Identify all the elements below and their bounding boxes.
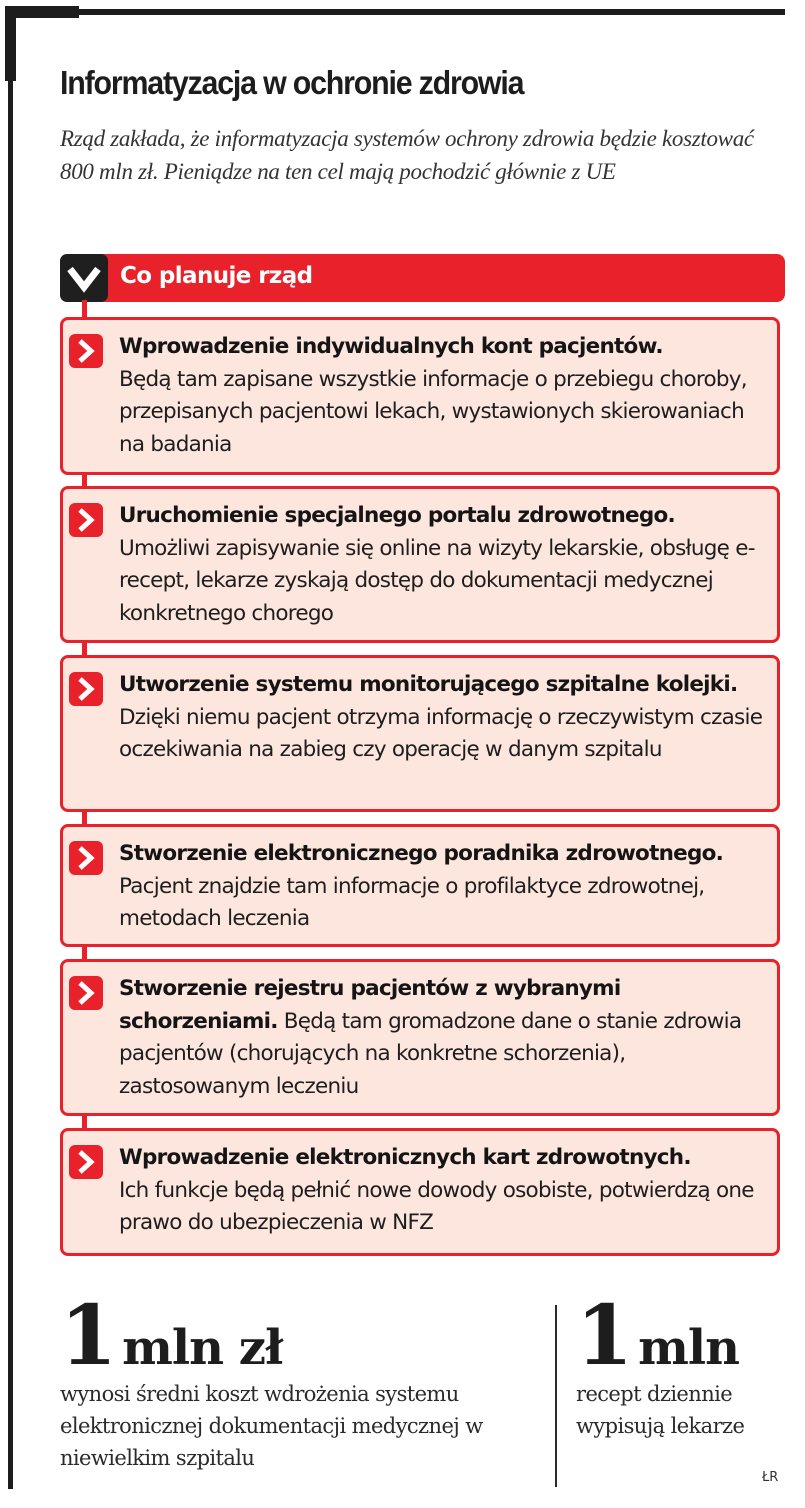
frame-left-rule [8,60,13,1489]
frame-corner-horizontal [5,6,79,18]
stat-block-cost [60,1288,545,1474]
plan-item-body: Ich funkcje będą pełnić nowe dowody osobiste, potwierdzą one prawo do ubezpieczenia w NFZ [119,1177,754,1235]
stat-value [576,1288,791,1384]
chevron-right-icon [69,672,103,706]
section-header-label: Co planuje rząd [120,263,313,289]
stat-number: 1 [60,1288,115,1384]
stat-number: 1 [576,1288,631,1384]
plan-item [60,959,780,1116]
plan-item [60,824,780,947]
lead-paragraph: Rząd zakłada, że informatyzacja systemów ochrony zdrowia będzie kosztować 800 mln zł. Pieniądze na ten cel mają pochodzić głównie z UE [60,126,754,184]
plan-item-heading: Utworzenie systemu monitorującego szpitalne kolejki. [119,672,738,697]
chevron-right-icon [69,1145,103,1179]
plan-item-text [119,331,767,461]
page-title: Informatyzacja w ochronie zdrowia [60,64,524,101]
stats-divider [555,1305,557,1487]
plan-item-text [119,973,767,1103]
stat-description: recept dziennie wypisują lekarze [576,1382,745,1438]
chevron-right-icon [69,334,103,368]
section-header-badge [60,254,108,302]
plan-item-body: Umożliwi zapisywanie się online na wizyty lekarskie, obsługę e-recept, lekarze zyskają dostęp do dokumentacji medycznej konkretnego chorego [119,535,755,626]
stat-value [60,1288,545,1384]
plan-item-text [119,838,767,936]
plan-item-body: Będą tam gromadzone dane o stanie zdrowia pacjentów (chorujących na konkretne schorzenia), zastosowanym leczeniu [119,1008,742,1099]
frame-top-rule [5,9,785,15]
plan-item [60,486,780,643]
chevron-right-icon [69,503,103,537]
plan-item-heading: Uruchomienie specjalnego portalu zdrowotnego. [119,503,675,528]
plan-item-heading: Wprowadzenie elektronicznych kart zdrowotnych. [119,1145,691,1170]
plan-item-text [119,500,767,630]
plan-item-heading: Stworzenie rejestru pacjentów z wybranymi schorzeniami. [119,976,621,1034]
chevron-right-icon [69,976,103,1010]
stat-block-prescriptions [576,1288,791,1442]
plan-item [60,317,780,475]
plan-item-body: Pacjent znajdzie tam informacje o profilaktyce zdrowotnej, metodach leczenia [119,873,705,931]
plan-item-text [119,669,767,767]
plan-item-body: Dzięki niemu pacjent otrzyma informację o rzeczywistym czasie oczekiwania na zabieg czy operację w danym szpitalu [119,704,763,762]
stat-unit: mln [638,1320,739,1376]
author-credit: ŁR [762,1470,779,1485]
plan-item [60,1128,780,1256]
plan-item [60,655,780,812]
chevron-right-icon [69,841,103,875]
plan-item-heading: Stworzenie elektronicznego poradnika zdrowotnego. [119,841,724,866]
plan-item-heading: Wprowadzenie indywidualnych kont pacjentów. [119,334,663,359]
stat-unit: mln zł [122,1320,283,1376]
stat-description: wynosi średni koszt wdrożenia systemu elektronicznej dokumentacji medycznej w niewielkim szpitalu [60,1382,483,1470]
plan-item-body: Będą tam zapisane wszystkie informacje o przebiegu choroby, przepisanych pacjentowi lekach, wystawionych skierowaniach na badania [119,366,747,457]
plan-item-text [119,1142,767,1240]
